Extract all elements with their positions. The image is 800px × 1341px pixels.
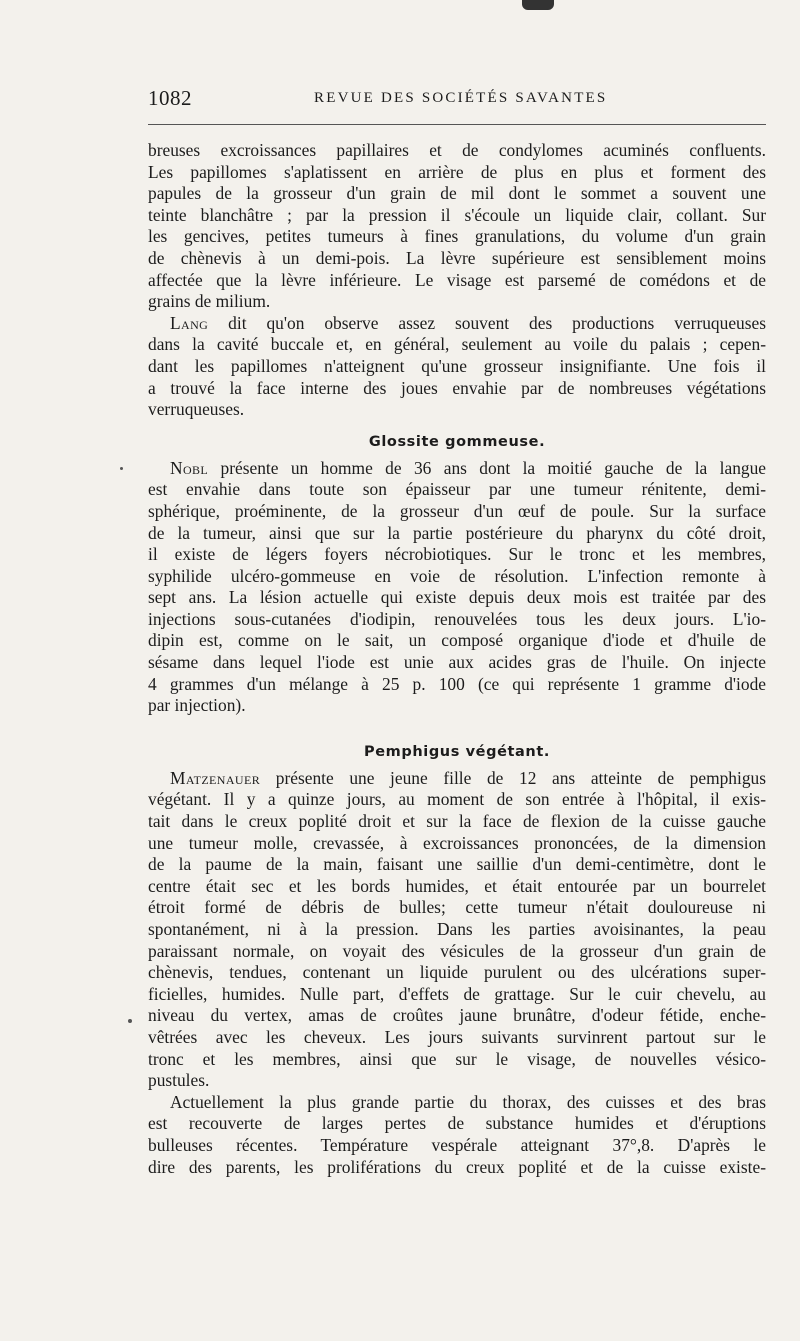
- text-line: ficielles, humides. Nulle part, d'effets de grattage. Sur le cuir chevelu, au: [148, 983, 766, 1004]
- text-line: végétant. Il y a quinze jours, au moment de son entrée à l'hôpital, il exis-: [148, 789, 766, 810]
- text-line: vêtrées avec les cheveux. Les jours suivants survinrent partout sur le: [148, 1026, 766, 1047]
- text-line: sept ans. La lésion actuelle qui existe depuis deux mois est traitée par des: [148, 587, 766, 608]
- paragraph-nobl: [148, 458, 766, 717]
- text-line: affectée que la lèvre inférieure. Le visage est parsemé de comédons et de: [148, 269, 766, 290]
- text-line: spontanément, ni à la pression. Dans les parties avoisinantes, la peau: [148, 919, 766, 939]
- text-line: dant les papillomes n'atteignent qu'une grosseur insignifiante. Une fois il: [148, 355, 766, 376]
- text-line: injections sous-cutanées d'iodipin, renouvelées tous les deux jours. L'io-: [148, 608, 766, 629]
- paragraph-continuation: [148, 140, 766, 313]
- text-line: [148, 768, 766, 790]
- text-line: étroit formé de débris de bulles; cette tumeur n'était douloureuse ni: [148, 897, 766, 918]
- text-fragment: présente une jeune fille de 12 ans atteinte de pemphigus: [260, 767, 766, 788]
- text-fragment: présente un homme de 36 ans dont la moitié gauche de la langue: [208, 457, 766, 478]
- text-fragment: dit qu'on observe assez souvent des productions verruqueuses: [208, 312, 766, 333]
- text-line: une tumeur molle, crevassée, à excroissances prononcées, de la dimension: [148, 832, 766, 853]
- text-line: tait dans le creux poplité droit et sur la face de flexion de la cuisse gauche: [148, 811, 766, 832]
- text-line: a trouvé la face interne des joues envahie par de nombreuses végétations: [148, 377, 766, 398]
- text-line: [148, 313, 766, 335]
- text-line: [148, 458, 766, 480]
- page-number: 1082: [148, 86, 192, 110]
- text-line: 4 grammes d'un mélange à 25 p. 100 (ce qui représente 1 gramme d'iode: [148, 673, 766, 694]
- text-line: il existe de légers foyers nécrobiotiques. Sur le tronc et les membres,: [148, 544, 766, 565]
- text-line: tronc et les membres, ainsi que sur le visage, de nouvelles vésico-: [148, 1048, 766, 1069]
- paragraph-lang: [148, 313, 766, 421]
- text-line: les gencives, petites tumeurs à fines granulations, du volume d'un grain: [148, 226, 766, 247]
- text-line: teinte blanchâtre ; par la pression il s'écoule un liquide clair, collant. Sur: [148, 204, 766, 225]
- text-line: dipin est, comme on le sait, un composé organique d'iode et d'huile de: [148, 630, 766, 651]
- author-name: Nobl: [170, 457, 209, 478]
- text-line: de la tumeur, ainsi que sur la partie postérieure du pharynx du côté droit,: [148, 522, 766, 543]
- text-line: bulleuses récentes. Température vespérale atteignant 37°,8. D'après le: [148, 1134, 766, 1155]
- author-name: Matzenauer: [170, 767, 261, 788]
- header-rule: [148, 124, 766, 125]
- author-name: Lang: [170, 312, 209, 333]
- text-line: centre était sec et les bords humides, et était entourée par un bourrelet: [148, 875, 766, 896]
- binding-mark: [522, 0, 554, 10]
- running-head: REVUE DES SOCIÉTÉS SAVANTES: [314, 90, 608, 106]
- text-line: breuses excroissances papillaires et de condylomes acuminés confluents.: [148, 140, 766, 160]
- page-header: [148, 86, 766, 116]
- paragraph-matzenauer: [148, 768, 766, 1092]
- section-heading: Glossite gommeuse.: [368, 433, 546, 450]
- text-line: est envahie dans toute son épaisseur par une tumeur rénitente, demi-: [148, 479, 766, 500]
- text-line: papules de la grosseur d'un grain de mil dont le sommet a souvent une: [148, 183, 766, 204]
- section-spacer: [148, 717, 766, 731]
- text-line: Actuellement la plus grande partie du thorax, des cuisses et des bras: [170, 1091, 766, 1112]
- text-line: paraissant normale, on voyait des vésicules de la grosseur d'un grain de: [148, 940, 766, 961]
- ink-speck: [120, 467, 123, 470]
- text-line: grains de milium.: [148, 291, 271, 312]
- text-line: chènevis, tendues, contenant un liquide purulent ou des ulcérations super-: [148, 962, 766, 983]
- text-line: sphérique, proéminente, de la grosseur d'un œuf de poule. Sur la surface: [148, 500, 766, 521]
- text-line: dire des parents, les proliférations du creux poplité et de la cuisse existe-: [148, 1156, 766, 1177]
- text-line: verruqueuses.: [148, 399, 245, 420]
- section-heading: Pemphigus végétant.: [363, 743, 550, 760]
- text-line: Les papillomes s'aplatissent en arrière de plus en plus et forment des: [148, 161, 766, 182]
- text-line: pustules.: [148, 1070, 210, 1091]
- text-line: de la paume de la main, faisant une saillie d'un demi-centimètre, dont le: [148, 854, 766, 875]
- text-line: est recouverte de larges pertes de substance humides et d'éruptions: [148, 1113, 766, 1134]
- ink-speck: [128, 1019, 132, 1023]
- text-line: par injection).: [148, 695, 246, 716]
- text-line: de chènevis à un demi-pois. La lèvre supérieure est sensiblement moins: [148, 247, 766, 268]
- text-line: niveau du vertex, amas de croûtes jaune brunâtre, d'odeur fétide, enche-: [148, 1005, 766, 1026]
- paragraph-actuellement: [148, 1092, 766, 1178]
- text-line: dans la cavité buccale et, en général, seulement au voile du palais ; cepen-: [148, 334, 766, 355]
- text-line: sésame dans lequel l'iode est unie aux acides gras de l'huile. On injecte: [148, 652, 766, 673]
- article-body: [148, 140, 766, 1178]
- text-line: syphilide ulcéro-gommeuse en voie de résolution. L'infection remonte à: [148, 565, 766, 586]
